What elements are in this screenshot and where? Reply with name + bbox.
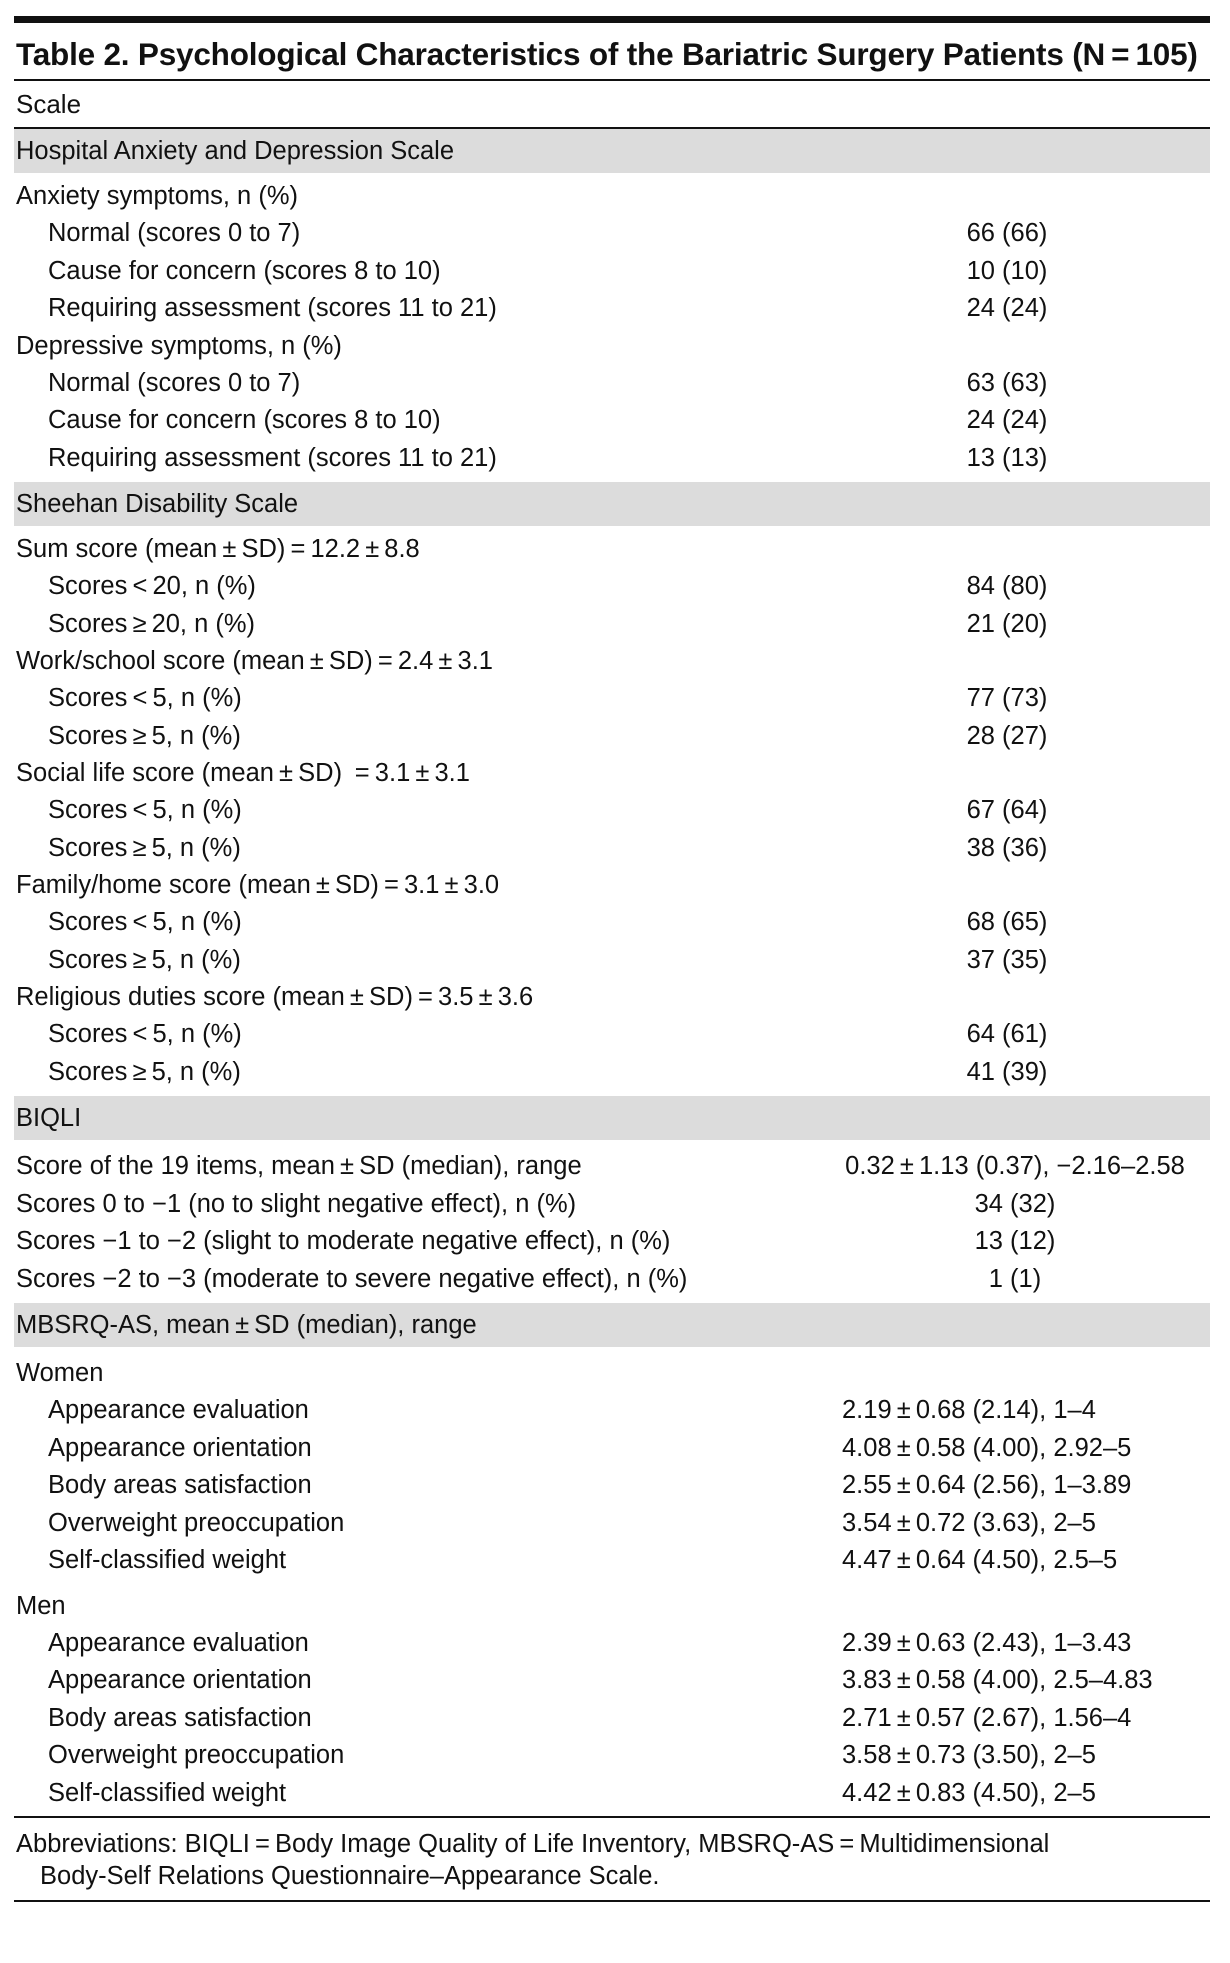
table-row [14, 1186, 1210, 1224]
row-value: 41 (39) [966, 1057, 1048, 1086]
row-label: Scores < 5, n (%) [48, 796, 242, 825]
group-label: Family/home score (mean ± SD) = 3.1 ± 3.0 [16, 871, 500, 899]
row-label: Scores −2 to −3 (moderate to severe negative effect), n (%) [16, 1264, 688, 1293]
table-row [14, 1392, 1210, 1430]
table-row [14, 402, 1210, 440]
group-label: Social life score (mean ± SD) = 3.1 ± 3.1 [16, 759, 470, 787]
row-label: Scores ≥ 5, n (%) [48, 833, 241, 862]
group-label: Sum score (mean ± SD) = 12.2 ± 8.8 [16, 535, 420, 563]
table-row [14, 718, 1210, 756]
row-label: Scores ≥ 5, n (%) [48, 945, 241, 974]
top-rule [14, 16, 1210, 23]
group-depression [14, 328, 1210, 365]
group-label: Women [16, 1359, 104, 1387]
group-sum-score [14, 531, 1210, 568]
row-label: Overweight preoccupation [48, 1741, 345, 1770]
table-row [14, 1054, 1210, 1092]
row-value: 1 (1) [988, 1264, 1042, 1293]
row-value: 28 (27) [966, 721, 1048, 750]
row-label: Scores ≥ 5, n (%) [48, 721, 241, 750]
table-row [14, 1261, 1210, 1299]
row-value: 24 (24) [966, 406, 1048, 435]
row-label: Appearance evaluation [48, 1628, 309, 1657]
table-row [14, 568, 1210, 606]
table-row [14, 1662, 1210, 1700]
row-value: 21 (20) [966, 609, 1048, 638]
row-value: 3.58 ± 0.73 (3.50), 2–5 [842, 1741, 1096, 1770]
table-row [14, 1430, 1210, 1468]
group-social-score [14, 755, 1210, 792]
row-value: 37 (35) [966, 945, 1048, 974]
section-label: Hospital Anxiety and Depression Scale [16, 136, 454, 165]
row-value: 3.54 ± 0.72 (3.63), 2–5 [842, 1508, 1096, 1537]
section-sds [14, 482, 1210, 526]
section-label: Sheehan Disability Scale [16, 489, 299, 518]
section-label: BIQLI [16, 1103, 82, 1132]
footnote-rule [14, 1900, 1210, 1902]
row-value: 4.08 ± 0.58 (4.00), 2.92–5 [842, 1433, 1132, 1462]
group-religious-score [14, 979, 1210, 1016]
row-label: Cause for concern (scores 8 to 10) [48, 256, 441, 285]
group-label: Work/school score (mean ± SD) = 2.4 ± 3.1 [16, 647, 493, 675]
table-row [14, 942, 1210, 980]
row-label: Body areas satisfaction [48, 1703, 312, 1732]
row-label: Overweight preoccupation [48, 1508, 345, 1537]
group-label: Men [16, 1591, 66, 1620]
row-label: Scores ≥ 20, n (%) [48, 609, 256, 638]
row-value: 66 (66) [966, 219, 1048, 248]
footnote-line-2: Body-Self Relations Questionnaire–Appearance Scale. [40, 1862, 660, 1890]
row-label: Scores ≥ 5, n (%) [48, 1057, 241, 1086]
table-row [14, 1700, 1210, 1738]
table-row [14, 1542, 1210, 1580]
group-men [14, 1588, 1210, 1625]
table-container [14, 16, 1210, 1902]
row-label: Body areas satisfaction [48, 1471, 312, 1500]
table-row [14, 904, 1210, 942]
table-row [14, 1148, 1210, 1186]
row-label: Scores < 5, n (%) [48, 908, 242, 937]
row-label: Cause for concern (scores 8 to 10) [48, 406, 441, 435]
row-value: 63 (63) [966, 368, 1048, 397]
row-value: 84 (80) [966, 572, 1048, 601]
row-value: 2.39 ± 0.63 (2.43), 1–3.43 [842, 1628, 1132, 1657]
row-label: Self-classified weight [48, 1546, 287, 1575]
section-label: MBSRQ-AS, mean ± SD (median), range [16, 1310, 477, 1339]
row-label: Appearance orientation [48, 1666, 312, 1695]
row-value: 0.32 ± 1.13 (0.37), −2.16–2.58 [845, 1152, 1185, 1181]
row-label: Scores < 20, n (%) [48, 572, 256, 601]
row-value: 2.55 ± 0.64 (2.56), 1–3.89 [842, 1471, 1132, 1500]
table-row [14, 1775, 1210, 1813]
row-label: Normal (scores 0 to 7) [48, 219, 301, 248]
table-row [14, 1016, 1210, 1054]
row-label: Scores −1 to −2 (slight to moderate negative effect), n (%) [16, 1227, 671, 1256]
table-title: Table 2. Psychological Characteristics of the Bariatric Surgery Patients (N = 105) [16, 36, 1198, 72]
table-row [14, 606, 1210, 644]
row-label: Scores 0 to −1 (no to slight negative effect), n (%) [16, 1189, 577, 1218]
row-label: Requiring assessment (scores 11 to 21) [48, 443, 497, 472]
table-row [14, 215, 1210, 253]
table-row [14, 253, 1210, 291]
table-row [14, 365, 1210, 403]
row-label: Requiring assessment (scores 11 to 21) [48, 294, 497, 323]
row-value: 67 (64) [966, 796, 1048, 825]
table-row [14, 680, 1210, 718]
row-label: Score of the 19 items, mean ± SD (median), range [16, 1152, 582, 1181]
section-mbsrq [14, 1303, 1210, 1347]
row-label: Appearance evaluation [48, 1396, 309, 1425]
row-label: Scores < 5, n (%) [48, 1020, 242, 1049]
row-value: 3.83 ± 0.58 (4.00), 2.5–4.83 [842, 1666, 1153, 1695]
footnote [14, 1818, 1210, 1900]
table-row [14, 1223, 1210, 1261]
table-row [14, 290, 1210, 328]
table-row [14, 440, 1210, 478]
row-value: 4.47 ± 0.64 (4.50), 2.5–5 [842, 1546, 1118, 1575]
row-value: 2.19 ± 0.68 (2.14), 1–4 [842, 1396, 1096, 1425]
table-row [14, 1467, 1210, 1505]
table-row [14, 1625, 1210, 1663]
group-label: Depressive symptoms, n (%) [16, 331, 342, 360]
row-value: 34 (32) [974, 1189, 1056, 1218]
group-label: Religious duties score (mean ± SD) = 3.5 ± 3.6 [16, 983, 534, 1011]
row-label: Scores < 5, n (%) [48, 684, 242, 713]
row-label: Normal (scores 0 to 7) [48, 368, 301, 397]
row-value: 64 (61) [966, 1020, 1048, 1049]
group-women [14, 1355, 1210, 1392]
row-value: 24 (24) [966, 294, 1048, 323]
group-family-score [14, 867, 1210, 904]
column-header-scale: Scale [16, 88, 82, 119]
row-value: 77 (73) [966, 684, 1048, 713]
row-label: Self-classified weight [48, 1778, 287, 1807]
section-biqli [14, 1096, 1210, 1140]
section-hads [14, 129, 1210, 173]
table-row [14, 1505, 1210, 1543]
group-work-score [14, 643, 1210, 680]
row-value: 68 (65) [966, 908, 1048, 937]
footnote-line-1: Abbreviations: BIQLI = Body Image Quality of Life Inventory, MBSRQ-AS = Multidimensional [16, 1830, 1050, 1858]
group-anxiety [14, 178, 1210, 215]
table-row [14, 1737, 1210, 1775]
row-value: 4.42 ± 0.83 (4.50), 2–5 [842, 1778, 1096, 1807]
table-row [14, 830, 1210, 868]
group-label: Anxiety symptoms, n (%) [16, 182, 298, 210]
row-value: 2.71 ± 0.57 (2.67), 1.56–4 [842, 1703, 1132, 1732]
table-row [14, 792, 1210, 830]
row-value: 13 (13) [966, 443, 1048, 472]
row-value: 38 (36) [966, 833, 1048, 862]
row-label: Appearance orientation [48, 1433, 312, 1462]
row-value: 13 (12) [974, 1227, 1056, 1256]
row-value: 10 (10) [966, 256, 1048, 285]
